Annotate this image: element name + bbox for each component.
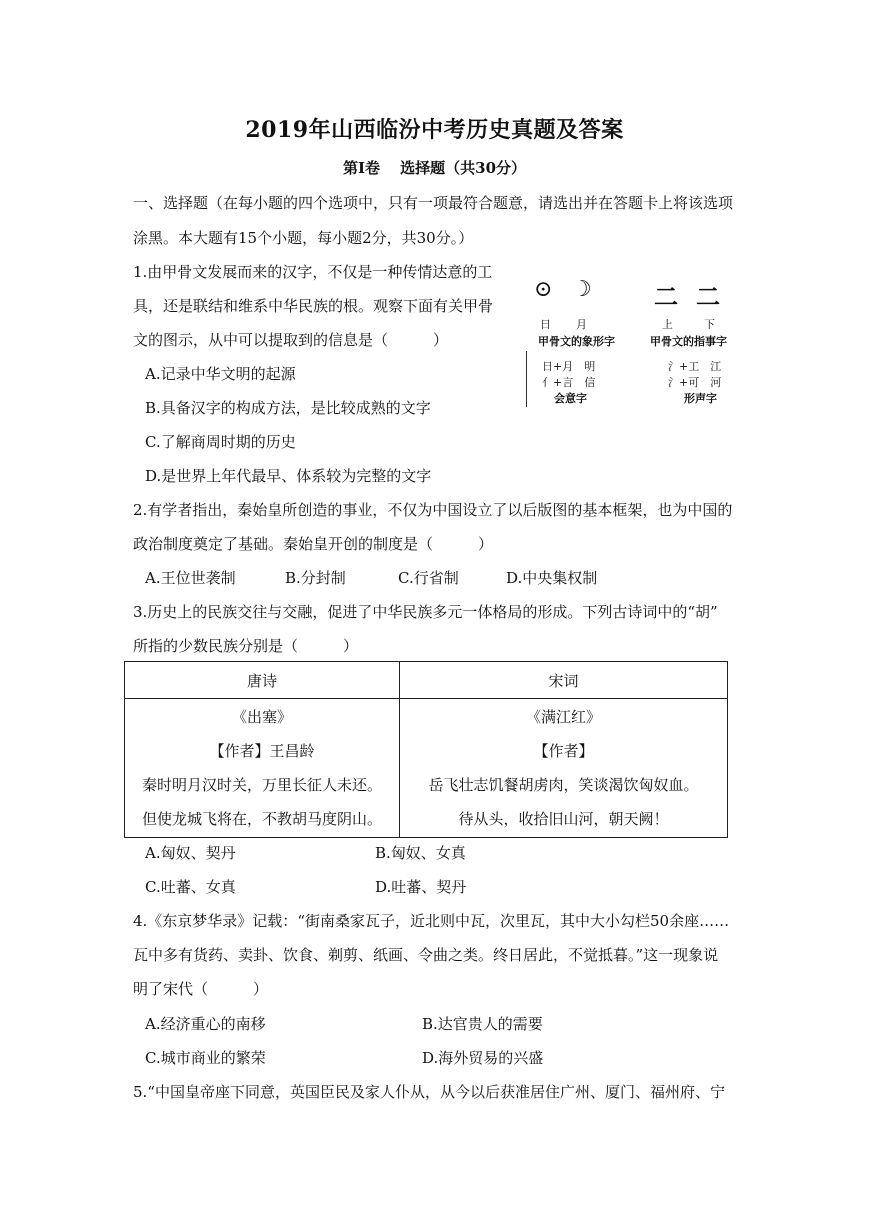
figure-divider	[526, 351, 527, 407]
tang-poem-cell	[125, 699, 400, 838]
poems-table	[124, 661, 728, 838]
q3-option-a[interactable]: A.匈奴、契丹	[145, 844, 236, 862]
tang-poem-title: 《出塞》	[231, 708, 292, 726]
q1-stem-line-1: 1.由甲骨文发展而来的汉字，不仅是一种传情达意的工	[133, 263, 493, 281]
label-ri: 日	[540, 318, 551, 331]
q4-option-c[interactable]: C.城市商业的繁荣	[145, 1049, 266, 1067]
q3-option-c[interactable]: C.吐蕃、女真	[145, 878, 236, 896]
table-row	[125, 699, 728, 838]
song-poem-author: 【作者】	[533, 742, 594, 760]
caption-ideogram: 会意字	[554, 392, 587, 405]
song-poem-line-1: 岳飞壮志饥餐胡虏肉，笑谈渴饮匈奴血。	[428, 776, 699, 794]
caption-pictographic: 甲骨文的象形字	[538, 335, 615, 348]
q5-stem-line-1: 5.“中国皇帝座下同意，英国臣民及家人仆从，从今以后获准居住广州、厦门、福州府、宁	[133, 1083, 725, 1101]
table-header-tang: 唐诗	[125, 662, 400, 699]
q3-stem-line-1: 3.历史上的民族交往与交融，促进了中华民族多元一体格局的形成。下列古诗词中的“胡”	[133, 603, 718, 621]
q2-option-d[interactable]: D.中央集权制	[506, 569, 598, 587]
intro-line-1: 一、选择题（在每小题的四个选项中，只有一项最符合题意，请选出并在答题卡上将该选项	[133, 194, 734, 212]
q1-stem-line-2: 具，还是联结和维系中华民族的根。观察下面有关甲骨	[133, 297, 494, 315]
q3-stem-line-2: 所指的少数民族分别是（ ）	[133, 637, 359, 655]
q4-stem-line-3: 明了宋代（ ）	[133, 980, 269, 998]
down-glyph-icon: 二	[696, 282, 720, 311]
q2-option-a[interactable]: A.王位世袭制	[145, 569, 236, 587]
sun-glyph-icon: ⊙	[534, 277, 553, 302]
up-glyph-icon: 二	[654, 282, 678, 311]
q4-option-a[interactable]: A.经济重心的南移	[145, 1015, 266, 1033]
oracle-bone-script-figure	[520, 263, 742, 411]
q1-stem-line-3: 文的图示，从中可以提取到的信息是（ ）	[133, 331, 449, 349]
q2-stem-line-1: 2.有学者指出，秦始皇所创造的事业，不仅为中国设立了以后版图的基本框架，也为中国的	[133, 501, 733, 519]
q1-option-d[interactable]: D.是世界上年代最早、体系较为完整的文字	[145, 467, 432, 485]
phonogram-row-2: 氵+可 河	[668, 376, 722, 389]
moon-glyph-icon: ☽	[572, 277, 592, 302]
section-heading: 第Ⅰ卷 选择题（共30分）	[342, 159, 527, 177]
song-poem-title: 《满江红》	[525, 708, 601, 726]
caption-indicative: 甲骨文的指事字	[650, 335, 727, 348]
table-header-row	[125, 662, 728, 699]
ideogram-row-2: 亻+言 信	[542, 376, 596, 389]
tang-poem-line-2: 但使龙城飞将在，不教胡马度阴山。	[141, 810, 382, 828]
page-title: 2019年山西临汾中考历史真题及答案	[245, 117, 624, 143]
phonogram-row-1: 氵+工 江	[668, 360, 722, 373]
song-poem-line-2: 待从头，收拾旧山河，朝天阙！	[458, 810, 669, 828]
ideogram-row-1: 日+月 明	[542, 360, 596, 373]
intro-line-2: 涂黑。本大题有15个小题，每小题2分，共30分。）	[133, 229, 474, 247]
q4-option-d[interactable]: D.海外贸易的兴盛	[422, 1049, 544, 1067]
q3-option-d[interactable]: D.吐蕃、契丹	[375, 878, 467, 896]
q2-stem-line-2: 政治制度奠定了基础。秦始皇开创的制度是（ ）	[133, 535, 494, 553]
q2-option-c[interactable]: C.行省制	[398, 569, 459, 587]
table-header-song: 宋词	[400, 662, 728, 699]
q3-option-b[interactable]: B.匈奴、女真	[375, 844, 466, 862]
caption-phonogram: 形声字	[684, 392, 717, 405]
q4-option-b[interactable]: B.达官贵人的需要	[422, 1015, 543, 1033]
q2-option-b[interactable]: B.分封制	[285, 569, 346, 587]
q4-stem-line-1: 4.《东京梦华录》记载：“街南桑家瓦子，近北则中瓦，次里瓦，其中大小勾栏50余座……	[133, 912, 730, 930]
q1-option-c[interactable]: C.了解商周时期的历史	[145, 433, 296, 451]
label-yue: 月	[576, 318, 587, 331]
label-xia: 下	[704, 318, 715, 331]
q1-option-a[interactable]: A.记录中华文明的起源	[145, 365, 296, 383]
label-shang: 上	[662, 318, 673, 331]
tang-poem-line-1: 秦时明月汉时关，万里长征人未还。	[141, 776, 382, 794]
q1-option-b[interactable]: B.具备汉字的构成方法，是比较成熟的文字	[145, 399, 431, 417]
song-poem-cell	[400, 699, 728, 838]
q4-stem-line-2: 瓦中多有货药、卖卦、饮食、剃剪、纸画、令曲之类。终日居此，不觉抵暮。”这一现象说	[133, 946, 719, 964]
tang-poem-author: 【作者】王昌龄	[209, 742, 315, 760]
